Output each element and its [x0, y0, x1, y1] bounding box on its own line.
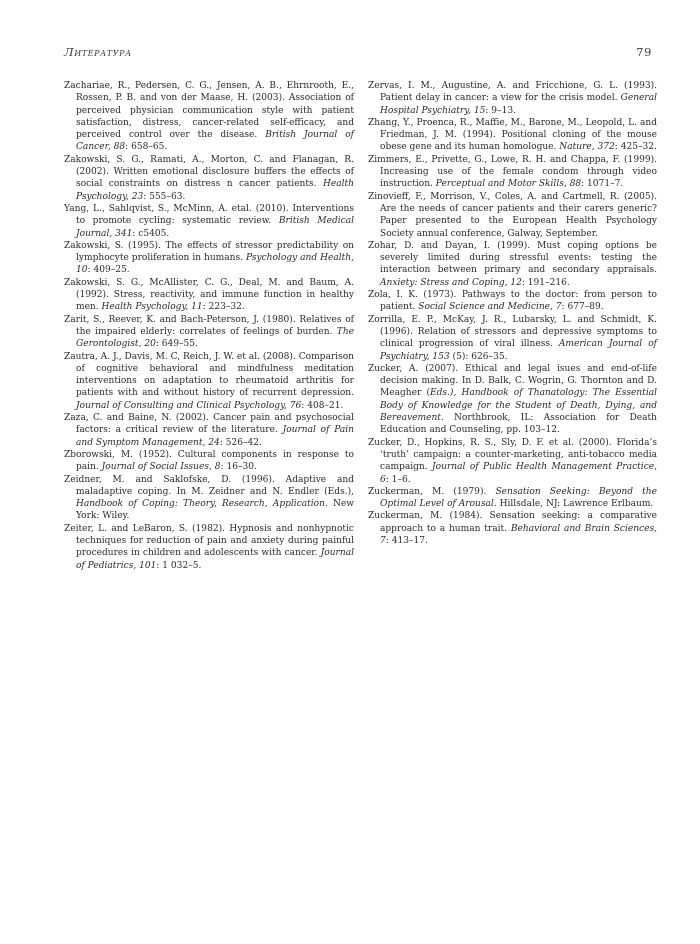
reference-text: Zborowski, M. (1952). Cultural components in response to pain.	[64, 449, 354, 473]
reference-column-left	[64, 80, 354, 572]
reference-entry	[64, 449, 354, 474]
reference-text: Zeidner, M. and Saklofske, D. (1996). Adaptive and maladaptive coping. In M. Zeidner and N. Endler (Eds.),	[64, 474, 354, 497]
running-header	[64, 45, 652, 63]
reference-text: Zautra, A. J., Davis, M. C, Reich, J. W. et al. (2008). Comparison of cognitive behavioral and mindfulness meditation interventions on adaptation to rheumatoid arthritis for patients with and without history of recurrent depression.	[64, 351, 354, 399]
reference-text: Zakowski, S. G., Ramati, A., Morton, C. and Flanagan, R. (2002). Written emotional disclosure buffers the effects of social constraints on distress n cancer patients.	[64, 154, 354, 190]
reference-entry	[64, 277, 354, 314]
reference-source-title: Psychology and Health, 10	[76, 253, 354, 276]
reference-entry	[368, 240, 657, 289]
reference-text: (5): 626–35.	[449, 351, 508, 362]
reference-text: Zarit, S., Reever, K. and Bach-Peterson, J. (1980). Relatives of the impaired elderly: correlates of feelings of burden.	[64, 314, 354, 337]
reference-entry	[64, 523, 354, 572]
reference-source-title: Journal of Consulting and Clinical Psychology, 76	[76, 400, 302, 411]
reference-text: Zervas, I. M., Augustine, A. and Fricchione, G. L. (1993). Patient delay in cancer: a view for the crisis model.	[368, 81, 657, 104]
reference-source-title: Health Psychology, 11	[101, 302, 203, 313]
reference-entry	[368, 437, 657, 486]
reference-entry	[64, 80, 354, 154]
reference-source-title: Social Science and Medicine, 7	[418, 302, 562, 313]
reference-text: Zucker, A. (2007). Ethical and legal isues and end-of-life decision making. In D. Balk, C. Wogrin, G. Thornton and D. Meagher (	[368, 363, 657, 399]
reference-text: : 9–13.	[485, 105, 516, 116]
reference-text: Yang, L., Sahlqvist, S., McMinn, A. etal. (2010). Interventions to promote cycling: systematic review.	[64, 203, 354, 227]
reference-text: Zucker, D., Hopkins, R. S., Sly, D. F. et al. (2000). Florida’s ‘truth’ campaign: a counter-marketing, anti-tobacco media campaign.	[368, 437, 657, 473]
reference-text: : 413–17.	[385, 535, 428, 546]
reference-source-title: Journal of Public Health Management Practice, 6	[380, 462, 657, 485]
page-number: 79	[636, 45, 652, 59]
reference-entry	[368, 80, 657, 117]
reference-entry	[64, 240, 354, 277]
reference-source-title: Perceptual and Motor Skills, 88	[435, 179, 582, 190]
reference-entry	[64, 412, 354, 449]
reference-source-title: Anxiety: Stress and Coping, 12	[380, 277, 522, 288]
reference-text: . New York: Wiley.	[76, 499, 354, 522]
reference-entry	[368, 289, 657, 314]
reference-text: Zakowski, S. G., McAllister, C. G., Deal, M. and Baum, A. (1992). Stress, reactivity, and immune function in healthy men.	[64, 277, 354, 313]
reference-text: : 555–63.	[143, 191, 186, 202]
reference-source-title: British Journal of Cancer, 88	[76, 130, 355, 153]
reference-entry	[64, 203, 354, 240]
reference-text: Zola, I. K. (1973). Pathways to the doctor: from person to patient.	[368, 290, 657, 313]
reference-entry	[368, 314, 657, 363]
reference-text: : 425–32.	[614, 142, 657, 153]
reference-text: : 409–25.	[87, 265, 130, 276]
reference-text: : c5405.	[132, 228, 170, 239]
reference-text: : 1–6.	[385, 474, 411, 485]
reference-entry	[368, 154, 657, 191]
reference-entry	[64, 474, 354, 523]
reference-entry	[64, 314, 354, 351]
reference-text: Zakowski, S. (1995). The effects of stressor predictability on lymphocyte proliferation in humans.	[64, 240, 354, 264]
running-title: Литература	[64, 45, 132, 59]
reference-text: Zimmers, E., Privette, G., Lowe, R. H. and Chappa, F. (1999). Increasing use of the female condom through video instruction.	[368, 154, 657, 190]
reference-source-title: Health Psychology, 23	[76, 179, 354, 202]
reference-text: . Hillsdale, NJ: Lawrence Erlbaum.	[493, 499, 654, 510]
reference-entry	[64, 351, 354, 412]
reference-text: Zachariae, R., Pedersen, C. G., Jensen, A. B., Ehrnrooth, E., Rossen, P. B. and von der Maase, H. (2003). Association of perceived physician communication style with patient satisfaction, distress, cancer-related self-efficacy, and perceived control over the disease.	[64, 81, 354, 141]
reference-text: : 1 032–5.	[156, 560, 202, 571]
reference-text: Zaza, C. and Baine, N. (2002). Cancer pain and psychosocial factors: a critical review of the literature.	[64, 413, 354, 436]
reference-text: : 649–55.	[155, 339, 198, 350]
reference-text: : 658–65.	[125, 142, 168, 153]
reference-entry	[368, 486, 657, 511]
reference-entry	[368, 117, 657, 154]
reference-source-title: British Medical Journal, 341	[76, 216, 354, 239]
reference-source-title: American Journal of Psychiatry, 153	[380, 339, 657, 362]
reference-source-title: Nature, 372	[559, 142, 615, 153]
reference-source-title: Journal of Pediatrics, 101	[76, 548, 354, 571]
reference-source-title: The Gerontologist, 20	[76, 326, 354, 350]
reference-text: : 223–32.	[202, 302, 245, 313]
reference-text: : 677–89.	[561, 302, 604, 313]
reference-text: Zuckerman, M. (1979).	[368, 486, 496, 497]
reference-source-title: Journal of Social Issues, 8	[101, 462, 221, 473]
reference-text: : 408–21.	[301, 400, 344, 411]
reference-column-right	[368, 80, 657, 547]
reference-text: Zinovieff, F., Morrison, V., Coles, A. and Cartmell, R. (2005). Are the needs of cancer patients and their carers generic? Paper presented to the European Health Psychology Society annual conference, Galway, September.	[368, 191, 657, 239]
reference-text: : 16–30.	[220, 462, 257, 473]
reference-text: : 1071–7.	[581, 179, 624, 190]
reference-text: Zuckerman, M. (1984). Sensation seeking: a comparative approach to a human trait.	[368, 511, 657, 534]
reference-source-title: Journal of Pain and Symptom Management, 24	[76, 425, 354, 448]
reference-source-title: Eds.), Handbook of Thanatology: The Essential Body of Knowledge for the Student of Death, Dying, and Bereavement	[380, 388, 657, 424]
reference-text: Zeiter, L. and LeBaron, S. (1982). Hypnosis and nonhypnotic techniques for reduction of pain and anxiety during painful procedures in children and adolescents with cancer.	[64, 523, 354, 559]
reference-entry	[368, 191, 657, 240]
reference-text: Zhang, Y., Proenca, R., Maffie, M., Barone, M., Leopold, L. and Friedman, J. M. (1994). Positional cloning of the mouse obese gene and its human homologue.	[368, 117, 657, 153]
reference-entry	[368, 510, 657, 547]
reference-source-title: General Hospital Psychiatry, 15	[380, 93, 657, 116]
reference-text: : 191–216.	[521, 277, 570, 288]
reference-source-title: Sensation Seeking: Beyond the Optimal Level of Arousal	[380, 486, 657, 510]
reference-text: : 526–42.	[219, 437, 262, 448]
reference-source-title: Behavioral and Brain Sciences, 7	[380, 523, 657, 546]
reference-text: Zohar, D. and Dayan, I. (1999). Must coping options be severely limited during stressful events: testing the interaction between primary and secondary appraisals.	[368, 240, 657, 276]
reference-source-title: Handbook of Coping: Theory, Research, Application	[76, 499, 325, 510]
reference-entry	[64, 154, 354, 203]
reference-text: . Northbrook, IL: Association for Death Education and Counseling, pp. 103–12.	[380, 413, 657, 436]
reference-entry	[368, 363, 657, 437]
reference-text: Zorrilla, E. P., McKay, J. R., Lubarsky, L. and Schmidt, K. (1996). Relation of stressors and depressive symptoms to clinical progression of viral illness.	[368, 314, 657, 350]
